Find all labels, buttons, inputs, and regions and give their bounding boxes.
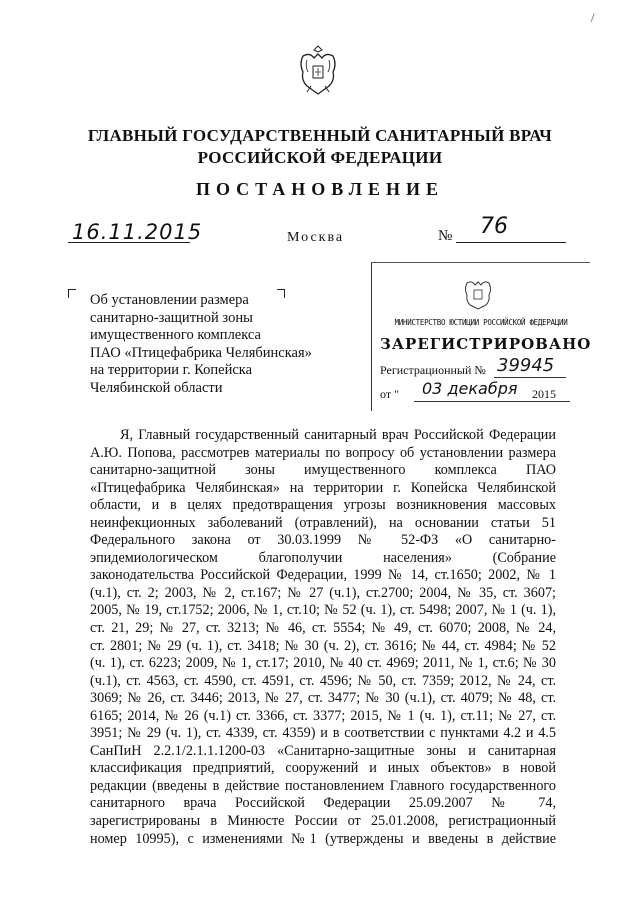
body-line: Федерального закона от 30.03.1999 № 52-ФЗ «О санитарно- xyxy=(90,532,556,549)
stamp-status: ЗАРЕГИСТРИРОВАНО xyxy=(380,335,592,353)
stamp-year: 2015 xyxy=(532,387,556,401)
stamp-emblem-icon xyxy=(460,275,496,311)
body-line: А.Ю. Попова, рассмотрев материалы по вопросу об установлении размера xyxy=(90,444,556,461)
body-line: 2005, № 19, ст.1752; 2006, № 1, ст.10; № 52 (ч. 1), ст. 5498; 2007, № 1 (ч. 1), xyxy=(90,602,556,619)
body-line: редакции (введены в действие постановлением Главного государственного xyxy=(90,777,556,794)
number-label: № xyxy=(438,228,453,244)
issuer-country: РОССИЙСКОЙ ФЕДЕРАЦИИ xyxy=(197,148,443,167)
body-line: (ч.1), ст. 4563, ст. 4590, ст. 4591, ст. 4596; № 50, ст. 7359; 2012, № 24, ст. xyxy=(90,672,556,689)
stamp-reg-underline xyxy=(494,377,566,378)
body-line: номер 10995), с изменениями №1 (утверждены и введены в действие xyxy=(90,830,556,847)
body-line: 3069; № 26, ст. 3446; 2013, № 27, ст. 3477; № 30 (ч.1), ст. 4079; № 48, ст. xyxy=(90,690,556,707)
body-line: СанПиН 2.2.1/2.1.1.1200-03 «Санитарно-защитные зоны и санитарная xyxy=(90,742,556,759)
document-type-title: ПОСТАНОВЛЕНИЕ xyxy=(195,179,445,199)
document-number: 76 xyxy=(480,214,508,239)
subject-line: Челябинской области xyxy=(90,379,223,396)
subject-line: имущественного комплекса xyxy=(90,327,261,343)
stamp-organization: МИНИСТЕРСТВО ЮСТИЦИИ РОССИЙСКОЙ ФЕДЕРАЦИИ xyxy=(394,318,568,327)
document-city: Москва xyxy=(287,230,345,245)
body-line: Я, Главный государственный санитарный врач Российской Федерации xyxy=(120,427,556,443)
body-line: области, и в целях предотвращения угрозы возникновения массовых xyxy=(90,497,556,514)
subject-line: санитарно-защитной зоны xyxy=(90,309,253,326)
document-body xyxy=(90,427,556,848)
body-line: санитарного врача Российской Федерации 25.09.2007 № 74, xyxy=(90,795,556,812)
body-line: «Птицефабрика Челябинская» на территории г. Копейска Челябинской xyxy=(90,479,556,496)
coat-of-arms-emblem xyxy=(293,42,343,98)
subject-bracket-left xyxy=(68,289,76,298)
body-line: законодательства Российской Федерации, 1999 № 14, ст.1650; 2002, № 1 xyxy=(90,567,556,584)
body-line: ст. 21, 29; № 27, ст. 3213; № 46, ст. 5554; № 49, ст. 6070; 2008, № 24, xyxy=(90,620,556,637)
number-underline xyxy=(456,242,566,243)
stamp-reg-label: Регистрационный № xyxy=(380,363,486,377)
document-date: 16.11.2015 xyxy=(72,220,203,244)
body-line: 3951; № 29 (ч. 1), ст. 4339, ст. 4359) и в соответствии с пунктами 4.2 и 4.5 xyxy=(90,725,556,742)
registration-stamp xyxy=(371,262,590,411)
date-underline xyxy=(68,242,190,243)
body-line: зарегистрированы в Минюсте России от 25.01.2008, регистрационный xyxy=(90,813,556,830)
body-line: (ч.1), ст. 2; 2003, № 2, ст.167; № 27 (ч.1), ст.2700; 2004, № 35, ст. 3607; xyxy=(90,584,556,601)
body-line: эпидемиологическом благополучии населения» (Собрание xyxy=(90,549,556,566)
stamp-reg-number: 39945 xyxy=(497,355,555,376)
body-line: 6165; 2014, № 26 (ч.1) ст. 3366, ст. 3377; 2015, № 1 (ч. 1), ст.11; № 27, ст. xyxy=(90,707,556,724)
document-subject xyxy=(90,292,312,397)
issuer-title: ГЛАВНЫЙ ГОСУДАРСТВЕННЫЙ САНИТАРНЫЙ ВРАЧ xyxy=(87,126,553,145)
subject-line: ПАО «Птицефабрика Челябинская» xyxy=(90,344,312,361)
body-line: ст. 2801; № 29 (ч. 1), ст. 3418; № 30 (ч. 2), ст. 3616; № 44, ст. 4984; № 52 xyxy=(90,637,556,654)
stamp-date-underline xyxy=(414,401,570,402)
subject-line: Об установлении размера xyxy=(90,292,249,308)
body-line: (ч. 1), ст. 6223; 2009, № 1, ст.17; 2010, № 40 ст. 4969; 2011, № 1, ст.6; № 30 xyxy=(90,655,556,672)
stamp-date-label: от " xyxy=(380,387,399,401)
stamp-date-value: 03 декабря xyxy=(422,379,518,398)
subject-line: на территории г. Копейска xyxy=(90,362,253,378)
body-line: санитарно-защитной зоны имущественного комплекса ПАО xyxy=(90,462,556,479)
body-line: неинфекционных заболеваний (отравлений), на основании статьи 51 xyxy=(90,514,556,531)
scan-mark xyxy=(591,13,600,24)
body-line: классификация предприятий, сооружений и иных объектов» в новой xyxy=(90,760,556,777)
